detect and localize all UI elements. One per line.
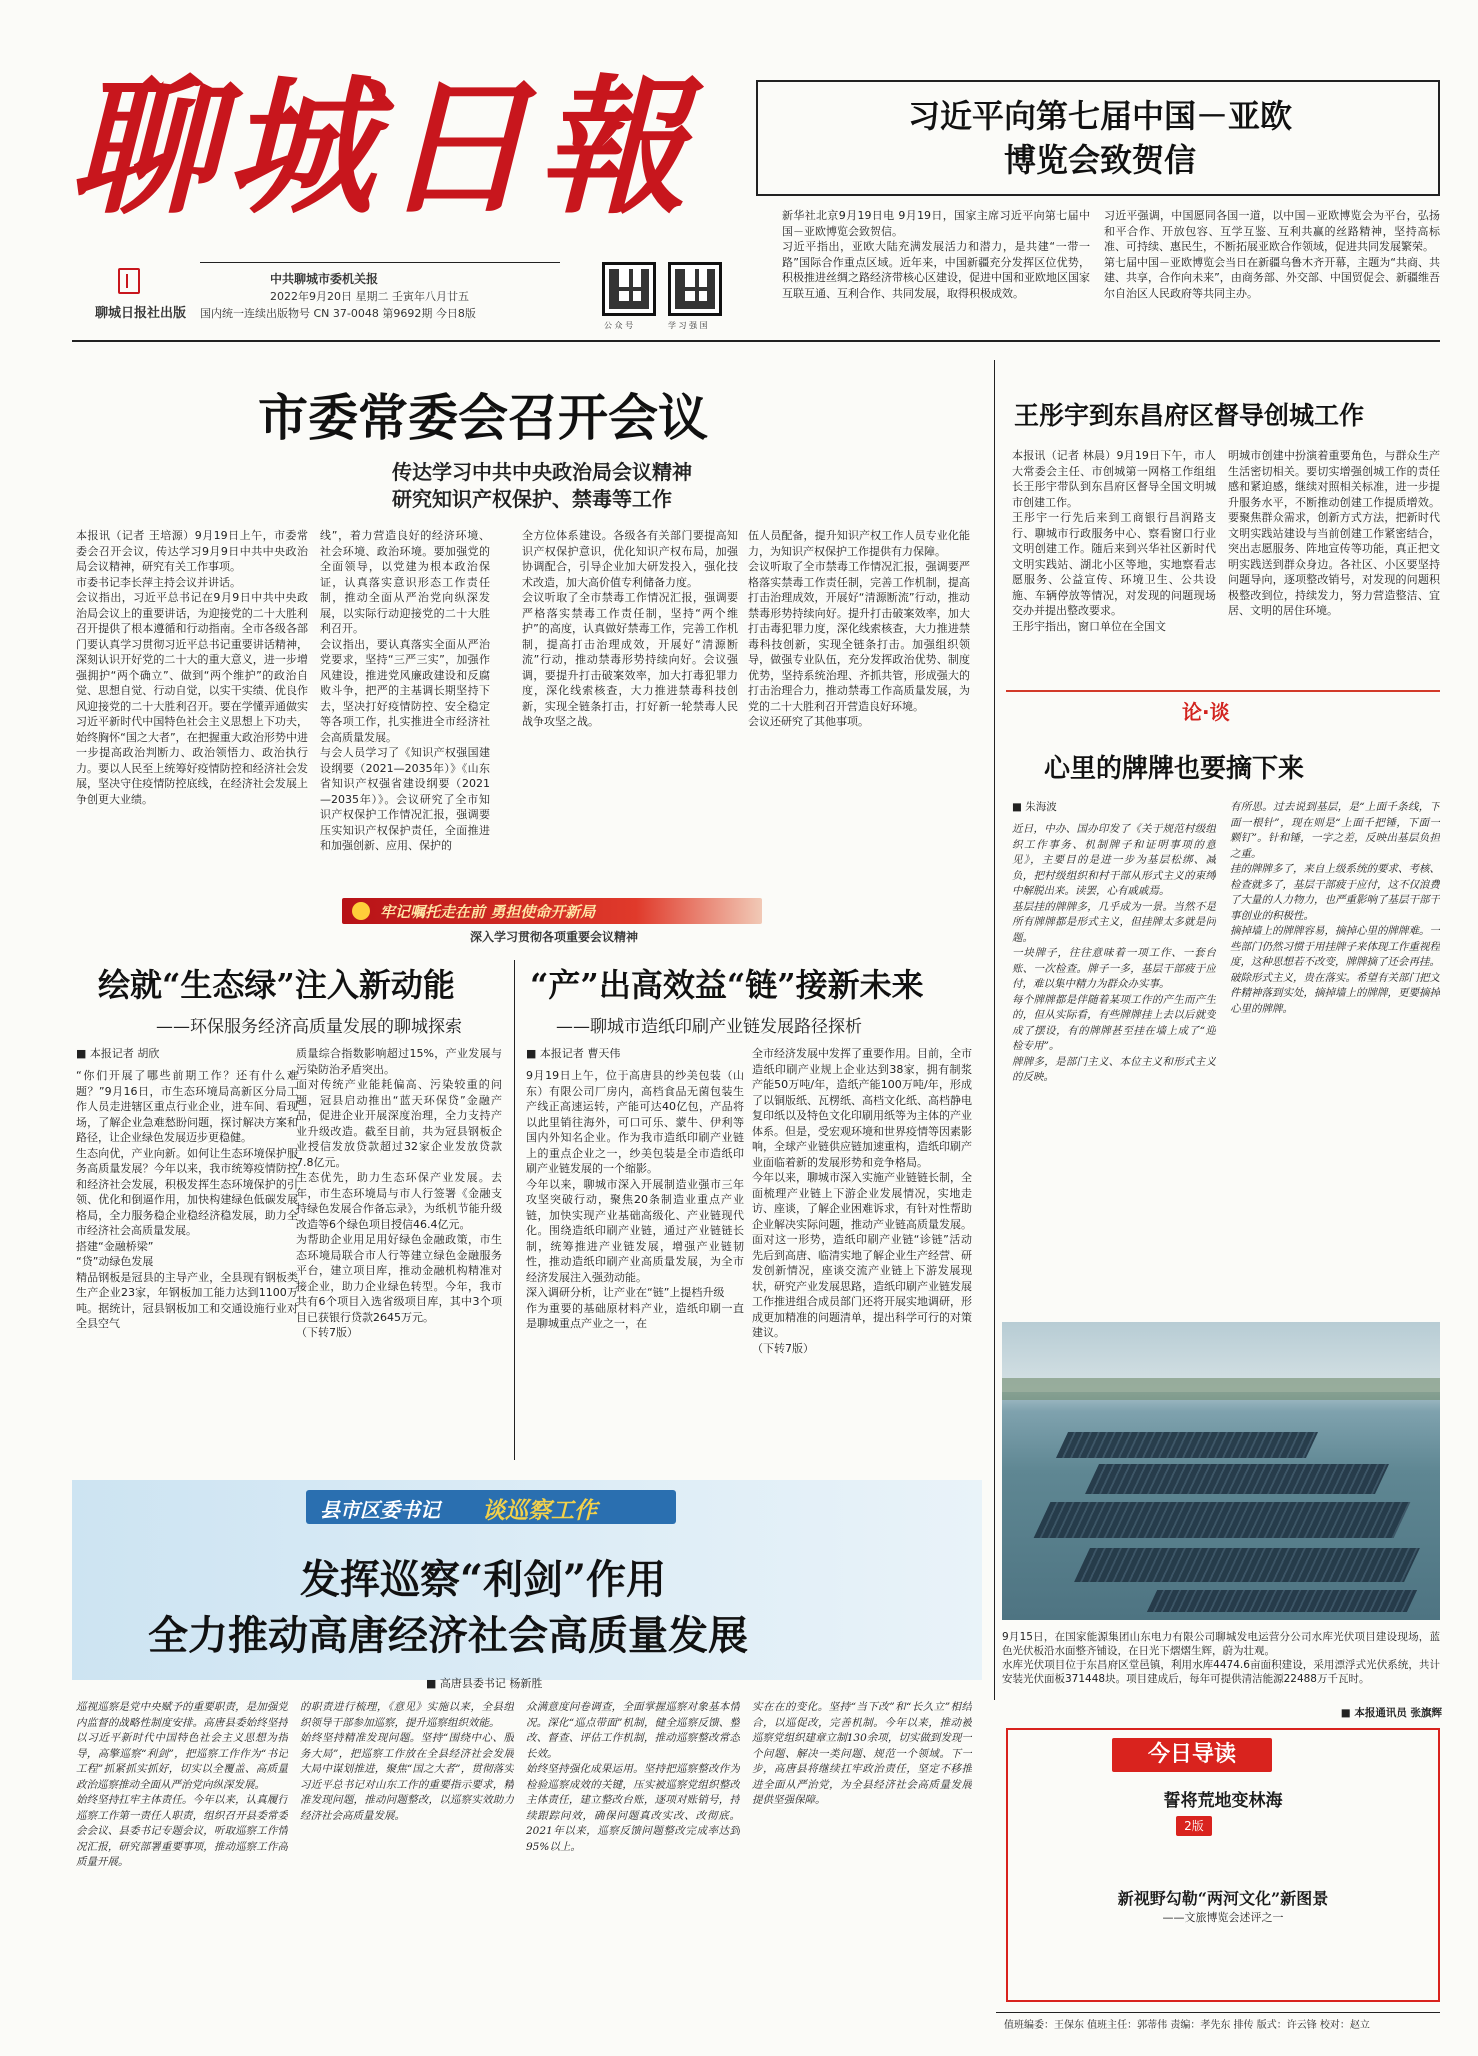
guide-page-tag: 2版 — [1176, 1816, 1212, 1836]
top-story-body-right: 习近平强调，中国愿同各国一道，以中国－亚欧博览会为平台，弘扬和平合作、开放包容、互学互鉴、互利共赢的丝路精神，坚持高标准、可持续、惠民生，不断拓展亚欧合作领域，促进共同发展繁荣。 第七届中国－亚欧博览会当日在新疆乌鲁木齐开幕，主题为“共商、共建、共享，合作向未来”，由商务部、外交部、中国贸促会、新疆维吾尔自治区人民政府等共同主办。 — [1104, 209, 1440, 300]
top-story-title-line2: 博览会致贺信 — [1003, 141, 1196, 179]
inspection-banner — [306, 1490, 676, 1524]
paper-story-title[interactable]: “产”出高效益“链”接新未来 — [530, 966, 924, 1004]
eco-story-col-1: “你们开展了哪些前期工作？还有什么难题？”9月16日，市生态环境局高新区分局工作人员走进辖区重点行业企业，进车间、看现场，了解企业急难愁盼问题，探讨解决方案和路径，让企业绿色发展迈步更稳健。 生态向优，产业向新。如何让生态环境保护服务高质量发展？今年以来，我市统筹疫情防控和经济社会发展，积极发挥生态环境保护的引领、优化和倒逼作用，加快构建绿色低碳发展格局，全力服务稳企业稳经济稳发展，助力全市经济社会高质量发展。 搭建“金融桥梁” “贷”动绿色发展 精品钢板是冠县的主导产业，全县现有钢板类生产企业23家，年钢板加工能力达到1100万吨。据统计，冠县钢板加工和交通设施行业对全县空气 — [76, 1069, 298, 1330]
lead-col-1: 本报讯（记者 王培源）9月19日上午，市委常委会召开会议，传达学习9月9日中共中央政治局会议精神，研究有关工作事项。 市委书记李长萍主持会议并讲话。 会议指出，习近平总书记在9月9日中共中央政治局会议上的重要讲话，为迎接党的二十大胜利召开提供了根本遵循和行动指南。全市各级各部门要认真学习贯彻习近平总书记重要讲话精神，深刻认识开好党的二十大的重大意义，进一步增强拥护“两个确立”、做到“两个维护”的政治自觉、思想自觉、行动自觉，以实干实绩、优良作风迎接党的二十大胜利召开。要在学懂弄通做实习近平新时代中国特色社会主义思想上下功夫，始终胸怀“国之大者”，在把握重大政治形势中进一步提高政治判断力、政治领悟力、政治执行力。要以人民至上统筹好疫情防控和经济社会发展，坚决守住疫情防控底线，在经济社会发展上争创更大业绩。 — [76, 529, 308, 806]
paper-story-col-1: 9月19日上午，位于高唐县的纱美包装（山东）有限公司厂房内，高档食品无菌包装生产线正高速运转，产能可达40亿包，产品将以此里销往海外，可口可乐、蒙牛、伊利等国内外知名企业。作为我市造纸印刷产业链上的重点企业之一，纱美包装是全市造纸印刷产业链发展的一个缩影。 今年以来，聊城市深入开展制造业强市三年攻坚突破行动，聚焦20条制造业重点产业链，加快实现产业基础高级化、产业链现代化。围绕造纸印刷产业链，通过产业链链长制，统筹推进产业链发展，增强产业链韧性，推动造纸印刷产业高质量发展，为全市经济发展注入强劲动能。 深入调研分析，让产业在“链”上提档升级 作为重要的基础原材料产业，造纸印刷一直是聊城重点产业之一，在 — [526, 1069, 744, 1330]
inspection-col-1: 巡视巡察是党中央赋予的重要职责，是加强党内监督的战略性制度安排。高唐县委始终坚持以习近平新时代中国特色社会主义思想为指导，高擎巡察“利剑”，把巡察工作作为“书记工程”抓紧抓实抓好，切实以全覆盖、高质量政治巡察推动全面从严治党向纵深发展。 始终坚持扛牢主体责任。今年以来，认真履行巡察工作第一责任人职责，组织召开县委常委会会议、县委书记专题会议，听取巡察工作情况汇报，研究部署重要事项，推动巡察工作高质量开展。 — [76, 1701, 288, 1868]
right-story-col-1: 本报讯（记者 林晨）9月19日下午，市人大常委会主任、市创城第一网格工作组组长王彤宇带队到东昌府区督导全国文明城市创建工作。 王彤宇一行先后来到工商银行昌润路支行、聊城市行政服务中心、察看窗口行业文明创建工作。随后来到兴华社区新时代文明实践站、湖北小区等地，实地察看志愿服务、公益宣传、环境卫生、公共设施、车辆停放等情况，对发现的问题现场交办并提出整改要求。 王彤宇指出，窗口单位在全国文 — [1012, 449, 1216, 633]
masthead-line1: 中共聊城市委机关报 — [270, 272, 379, 286]
eco-story-subtitle: ——环保服务经济高质量发展的聊城探索 — [156, 1017, 462, 1037]
eco-paper-divider — [514, 960, 515, 1460]
solar-farm-photo[interactable] — [1002, 1322, 1440, 1620]
masthead-rule — [200, 262, 560, 263]
lead-col-3: 全方位体系建设。各级各有关部门要提高知识产权保护意识，优化知识产权布局，加强协调配合，引导企业加大研发投入，强化技术改造，加大高价值专利储备力度。 会议听取了全市禁毒工作情况汇报，强调要严格落实禁毒工作责任制，坚持“两个维护”的高度，认真做好禁毒工作，完善工作机制，提高打击治理成效，开展好“清源断流”行动，推动禁毒形势持续向好。会议强调，要提升打击破案效率，加大打毒犯罪力度，深化线索核查，大力推进禁毒科技创新，实现全链条打击，打好新一轮禁毒人民战争攻坚之战。 — [522, 529, 738, 728]
commentary-tag: 论·谈 — [1170, 694, 1242, 727]
masthead-logo: 聊城日報 — [70, 60, 694, 234]
qr-code-xuexi[interactable] — [668, 262, 722, 316]
top-divider — [72, 340, 1440, 342]
photo-caption: 9月15日，在国家能源集团山东电力有限公司聊城发电运营分公司水库光伏项目建设现场，蓝色光伏板沿水面整齐铺设，在日光下熠熠生辉，蔚为壮观。 水库光伏项目位于东昌府区堂邑镇，利用水库4474.6亩面积建设，采用漂浮式光伏系统，共计安装光伏面板371448块。项目建成后，每年可提供清洁能源22488万千瓦时。 — [1002, 1631, 1440, 1685]
footer-credits: 值班编委：王保东 值班主任：郭蒂伟 责编：孝先东 排传 版式：许云锋 校对：赵立 — [1004, 2020, 1370, 2031]
right-story-col-2: 明城市创建中扮演着重要角色，与群众生产生活密切相关。要切实增强创城工作的责任感和紧迫感，继续对照相关标准，进一步提升服务水平，不断推动创建工作提质增效。要聚焦群众需求，创新方式方法，把新时代文明实践站建设与当前创建工作紧密结合，突出志愿服务、阵地宣传等功能，真正把文明实践送到群众身边。各社区、小区要坚持问题导向，逐项整改销号，对发现的问题积极整改到位，持续发力，努力营造整洁、宜居、文明的居住环境。 — [1228, 449, 1440, 617]
eco-story-title[interactable]: 绘就“生态绿”注入新动能 — [98, 966, 455, 1004]
paper-story-col-2: 全市经济发展中发挥了重要作用。目前，全市造纸印刷产业规上企业达到38家，拥有制浆产能50万吨/年，造纸产能100万吨/年，形成了以铜版纸、瓦楞纸、高档文化纸、高档静电复印纸以及特色文化印刷用纸等为主体的产业体系。但是，受宏观环境和世界疫情等因素影响，全球产业链供应链加速重构，造纸印刷产业面临着新的发展形势和竞争格局。 今年以来，聊城市深入实施产业链链长制，全面梳理产业链上下游企业发展情况，实地走访、座谈，了解企业困难诉求，有针对性帮助企业解决实际问题，推动产业链高质量发展。 面对这一形势，造纸印刷产业链“诊链”活动先后到高唐、临清实地了解企业生产经营、研发创新情况，座谈交流产业链上下游发展现状，研究产业发展思路，造纸印刷产业链发展工作推进组合成员部门还将开展实地调研，形成更加精准的问题清单，提出科学可行的对策建议。 （下转7版） — [752, 1047, 972, 1355]
top-story-body-left: 新华社北京9月19日电 9月19日，国家主席习近平向第七届中国－亚欧博览会致贺信。 习近平指出，亚欧大陆充满发展活力和潜力，是共建“一带一路”国际合作重点区域。近年来，中国新疆充分发挥区位优势，积极推进丝绸之路经济带核心区建设，促进中国和亚欧地区国家互联互通、互利合作、共同发展，取得积极成效。 — [782, 209, 1090, 300]
lead-col-4: 伍人员配备，提升知识产权工作人员专业化能力，为知识产权保护工作提供有力保障。 会议听取了全市禁毒工作情况汇报，强调要严格落实禁毒工作责任制，完善工作机制，提高打击治理成效，开展好“清源断流”行动，推动禁毒形势持续向好。提升打击破案效率，加大打击毒犯罪力度，深化线索核查，大力推进禁毒科技创新，实现全链条打击。加强组织领导，做强专业队伍，充分发挥政治优势、制度优势，坚持系统治理、齐抓共管，形成强大的打击治理合力，推动禁毒工作高质量发展，为党的二十大胜利召开营造良好环境。 会议还研究了其他事项。 — [748, 529, 970, 728]
inspection-banner-b: 谈巡察工作 — [482, 1498, 597, 1524]
guide-item-2[interactable]: 新视野勾勒“两河文化”新图景 — [1117, 1889, 1329, 1908]
commentary-author: ■ 朱海波 — [1012, 801, 1057, 813]
party-emblem-icon — [352, 902, 370, 920]
qr-label-wechat: 公 众 号 — [604, 321, 634, 330]
qr-code-wechat[interactable] — [602, 262, 656, 316]
top-story-title[interactable] — [780, 94, 1420, 182]
lead-subtitle-1: 传达学习中共中央政治局会议精神 — [392, 460, 692, 484]
top-story-title-line1: 习近平向第七届中国－亚欧 — [907, 97, 1292, 135]
paper-story-byline: ■ 本报记者 曹天伟 — [526, 1047, 621, 1060]
inspection-byline: ■ 高唐县委书记 杨新胜 — [426, 1677, 543, 1690]
publisher-name: 聊城日报社出版 — [95, 306, 187, 321]
eco-story-col-2: 质量综合指数影响超过15%，产业发展与污染防治矛盾突出。 面对传统产业能耗偏高、污染较重的问题，冠县启动推出“蓝天环保贷”金融产品，促进企业开展深度治理，全力支持产业升级改造。截至目前，共为冠县钢板企业授信发放贷款超过32家企业发放贷款7.8亿元。 生态优先，助力生态环保产业发展。去年，市生态环境局与市人行签署《金融支持绿色发展合作备忘录》，为纸机节能升级改造等6个绿色项目授信46.4亿元。 为帮助企业用足用好绿色金融政策，市生态环境局联合市人行等建立绿色金融服务平台，建立项目库，推动金融机构精准对接企业，助力企业绿色转型。今年，我市共有6个项目入选省级项目库，其中3个项目已获银行贷款2645万元。 （下转7版） — [296, 1047, 502, 1339]
theme-banner-subline: 深入学习贯彻各项重要会议精神 — [470, 930, 639, 944]
lead-subtitle-2: 研究知识产权保护、禁毒等工作 — [392, 487, 672, 511]
inspection-title-2[interactable]: 全力推动高唐经济社会高质量发展 — [148, 1612, 748, 1659]
theme-banner-slogan: 牢记嘱托走在前 勇担使命开新局 — [380, 903, 596, 921]
paper-story-subtitle: ——聊城市造纸印刷产业链发展路径探析 — [556, 1017, 862, 1037]
guide-header: 今日导读 — [1112, 1738, 1272, 1772]
footer-rule — [996, 2012, 1440, 2013]
right-story-title[interactable]: 王彤宇到东昌府区督导创城工作 — [1014, 401, 1365, 430]
photo-credit: ■ 本报通讯员 张旗辉 — [1340, 1707, 1442, 1719]
inspection-title-1[interactable]: 发挥巡察“利剑”作用 — [300, 1556, 667, 1603]
guide-item-2-subtitle: ——文旅博览会述评之一 — [1162, 1911, 1284, 1924]
book-icon — [118, 268, 140, 294]
lead-col-2: 线”，着力营造良好的经济环境、社会环境、政治环境。要加强党的全面领导，以党建为根本政治保证，认真落实意识形态工作责任制，推动全面从严治党向纵深发展，以实际行动迎接党的二十大胜利召开。 会议指出，要认真落实全面从严治党要求，坚持“三严三实”，加强作风建设，推进党风廉政建设和反腐败斗争，把严的主基调长期坚持下去，坚决打好疫情防控、安全稳定等各项工作，扎实推进全市经济社会高质量发展。 与会人员学习了《知识产权强国建设纲要（2021—2035年）》《山东省知识产权强省建设纲要（2021—2035年）》。会议研究了全市知识产权保护工作情况汇报，强调要压实知识产权保护责任，全面推进和加强创新、应用、保护的 — [320, 529, 490, 852]
masthead-issue: 国内统一连续出版物号 CN 37-0048 第9692期 今日8版 — [200, 307, 476, 320]
theme-banner — [342, 898, 762, 924]
guide-item-1[interactable]: 誓将荒地变林海 — [1163, 1791, 1283, 1811]
inspection-col-4: 实在在的变化。坚持“当下改”和“长久立”相结合，以巡促改，完善机制。今年以来，推动被巡察党组织建章立制130余项，切实做到发现一个问题、解决一类问题、规范一个领域。下一步，高唐县将继续扛牢政治责任，坚定不移推进全面从严治党，为全县经济社会高质量发展提供坚强保障。 — [752, 1701, 972, 1806]
masthead-date: 2022年9月20日 星期二 壬寅年八月廿五 — [270, 290, 469, 303]
inspection-col-3: 众满意度问卷调查，全面掌握巡察对象基本情况。深化“巡点带面”机制，健全巡察反馈、整改、督查、评估工作机制，推动巡察整改常态长效。 始终坚持强化成果运用。坚持把巡察整改作为检验巡察成效的关键，压实被巡察党组织整改主体责任，建立整改台账，逐项对账销号，持续跟踪问效，确保问题真改实改、改彻底。2021年以来，巡察反馈问题整改完成率达到95%以上。 — [526, 1701, 740, 1853]
commentary-col-2: 有所思。过去说到基层，是“上面千条线，下面一根针”，现在则是“上面千把锤，下面一颗钉”。针和锤，一字之差，反映出基层负担之重。 挂的牌牌多了，来自上级系统的要求、考核、检查就多了，基层干部疲于应付，这不仅浪费了大量的人力物力，也严重影响了基层干部干事创业的积极性。 摘掉墙上的牌牌容易，摘掉心里的牌牌难。一些部门仍然习惯于用挂牌子来体现工作重视程度，这种思想若不改变，牌牌摘了还会再挂。 破除形式主义，贵在落实。希望有关部门把文件精神落到实处，摘掉墙上的牌牌，更要摘掉心里的牌牌。 — [1230, 801, 1440, 1015]
commentary-title[interactable]: 心里的牌牌也要摘下来 — [1044, 754, 1305, 784]
lead-title[interactable]: 市委常委会召开会议 — [258, 388, 708, 447]
right-column-rule — [994, 360, 995, 1700]
inspection-banner-a: 县市区委书记 — [320, 1498, 440, 1522]
eco-story-byline: ■ 本报记者 胡欣 — [76, 1047, 160, 1060]
qr-label-xuexi: 学 习 强 国 — [668, 321, 708, 330]
inspection-col-2: 的职责进行梳理，《意见》实施以来，全县组织领导干部参加巡察，提升巡察组织效能。 始终坚持精准发现问题。坚持“围绕中心、服务大局”，把巡察工作放在全县经济社会发展大局中谋划推进，聚焦“国之大者”，贯彻落实习近平总书记对山东工作的重要指示要求，精准发现问题，推动问题整改，以巡察实效助力经济社会高质量发展。 — [300, 1701, 514, 1822]
commentary-col-1: 近日，中办、国办印发了《关于规范村级组织工作事务、机制牌子和证明事项的意见》，主要目的是进一步为基层松绑、减负，把村级组织和村干部从形式主义的束缚中解脱出来。读罢，心有戚戚焉。 基层挂的牌牌多，几乎成为一景。当然不是所有牌牌都是形式主义，但挂牌太多就是问题。 一块牌子，往往意味着一项工作、一套台账、一次检查。牌子一多，基层干部疲于应付，难以集中精力为群众办实事。 每个牌牌都是伴随着某项工作的产生而产生的，但从实际看，有些牌牌挂上去以后就变成了摆设，有的牌牌甚至挂在墙上成了“迎检专用”。 牌牌多，是部门主义、本位主义和形式主义的反映。 — [1012, 823, 1216, 1083]
